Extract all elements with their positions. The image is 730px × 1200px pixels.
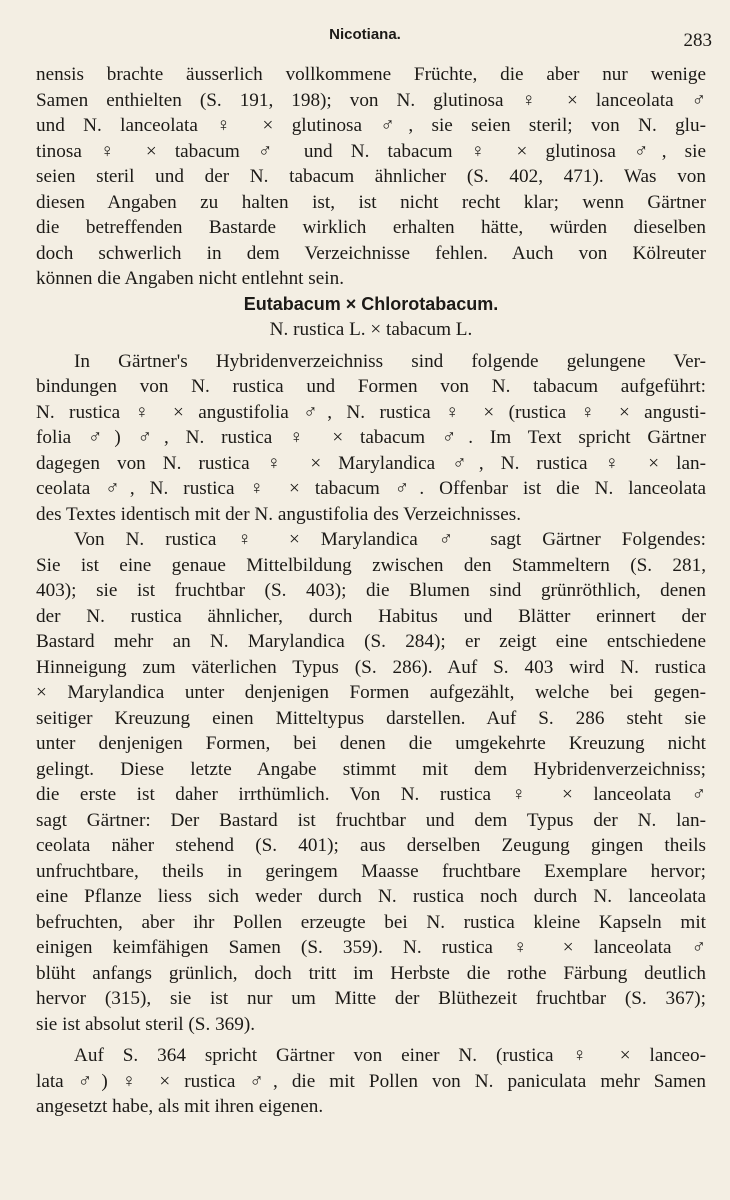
text-line: 403); sie ist fruchtbar (S. 403); die Blumen sind grünröthlich, denen [36,580,706,601]
text-line: ceolata näher stehend (S. 401); aus derselben Zeugung gingen theils [36,835,706,856]
text-line: sie ist absolut steril (S. 369). [36,1013,256,1035]
text-line: doch schwerlich in dem Verzeichnisse fehlen. Auch von Kölreuter [36,242,706,264]
text-line: ceolata ♂, N. rustica ♀ × tabacum ♂. Offenbar ist die N. lanceolata [36,478,706,499]
text-line: nensis brachte äusserlich vollkommene Früchte, die aber nur wenige [36,64,706,85]
text-line: einigen keimfähigen Samen (S. 359). N. rustica ♀ × lanceolata ♂ [36,937,706,958]
body-text [36,62,706,1120]
text-line: lata ♂) ♀ × rustica ♂, die mit Pollen von N. paniculata mehr Samen [36,1070,706,1092]
section-heading: Eutabacum × Chlorotabacum. [243,293,499,314]
text-line: und N. lanceolata ♀ × glutinosa ♂, sie seien steril; von N. glu- [36,115,706,136]
text-line: Samen enthielten (S. 191, 198); von N. glutinosa ♀ × lanceolata ♂ [36,89,706,111]
text-line: eine Pflanze liess sich weder durch N. rustica noch durch N. lanceolata [36,886,706,907]
text-line: dagegen von N. rustica ♀ × Marylandica ♂, N. rustica ♀ × lan- [36,452,706,474]
text-line: Sie ist eine genaue Mittelbildung zwischen den Stammeltern (S. 281, [36,554,706,576]
text-line: diesen Angaben zu halten ist, ist nicht recht klar; wenn Gärtner [36,191,706,213]
text-line: hervor (315), sie ist nur um Mitte der Blüthezeit fruchtbar (S. 367); [36,988,706,1009]
page-number: 283 [683,30,712,51]
text-line: angesetzt habe, als mit ihren eigenen. [36,1096,324,1117]
text-line: Hinneigung zum väterlichen Typus (S. 286). Auf S. 403 wird N. rustica [36,656,706,678]
running-head [0,18,730,51]
text-line: tinosa ♀ × tabacum ♂ und N. tabacum ♀ × glutinosa ♂, sie [36,140,706,162]
text-line: blüht anfangs grünlich, doch tritt im Herbste die rothe Färbung deutlich [36,962,706,984]
text-line: gelingt. Diese letzte Angabe stimmt mit dem Hybridenverzeichniss; [36,758,706,780]
text-line: Auf S. 364 spricht Gärtner von einer N. (rustica ♀ × lanceo- [74,1045,706,1066]
text-line: seitiger Kreuzung einen Mitteltypus darstellen. Auf S. 286 steht sie [36,707,706,729]
text-line: N. rustica ♀ × angustifolia ♂, N. rustica ♀ × (rustica ♀ × angusti- [36,401,706,423]
text-line: sagt Gärtner: Der Bastard ist fruchtbar und dem Typus der N. lan- [36,809,706,831]
text-line: können die Angaben nicht entlehnt sein. [36,268,344,289]
text-line: die erste ist daher irrthümlich. Von N. rustica ♀ × lanceolata ♂ [36,784,706,805]
text-line: unter denjenigen Formen, bei denen die umgekehrte Kreuzung nicht [36,733,706,754]
text-line: In Gärtner's Hybridenverzeichniss sind folgende gelungene Ver- [74,350,706,372]
text-line: Bastard mehr an N. Marylandica (S. 284); er zeigt eine entschiedene [36,631,706,652]
text-line: folia ♂) ♂, N. rustica ♀ × tabacum ♂. Im Text spricht Gärtner [36,427,706,448]
text-line: des Textes identisch mit der N. angustifolia des Verzeichnisses. [36,503,521,525]
subsection-heading: N. rustica L. × tabacum L. [269,319,473,340]
text-line: die betreffenden Bastarde wirklich erhalten hätte, würden dieselben [36,217,706,238]
text-line: seien steril und der N. tabacum ähnlicher (S. 402, 471). Was von [36,166,706,187]
text-line: befruchten, aber ihr Pollen erzeugte bei N. rustica kleine Kapseln mit [36,911,706,933]
text-line: Von N. rustica ♀ × Marylandica ♂ sagt Gärtner Folgendes: [74,529,706,550]
running-title: Nicotiana. [329,26,401,43]
text-line: bindungen von N. rustica und Formen von N. tabacum aufgeführt: [36,376,706,397]
text-line: der N. rustica ähnlicher, durch Habitus und Blätter erinnert der [36,605,706,627]
text-line: × Marylandica unter denjenigen Formen aufgezählt, welche bei gegen- [36,682,706,703]
text-line: unfruchtbare, theils in geringem Maasse fruchtbare Exemplare hervor; [36,860,706,882]
